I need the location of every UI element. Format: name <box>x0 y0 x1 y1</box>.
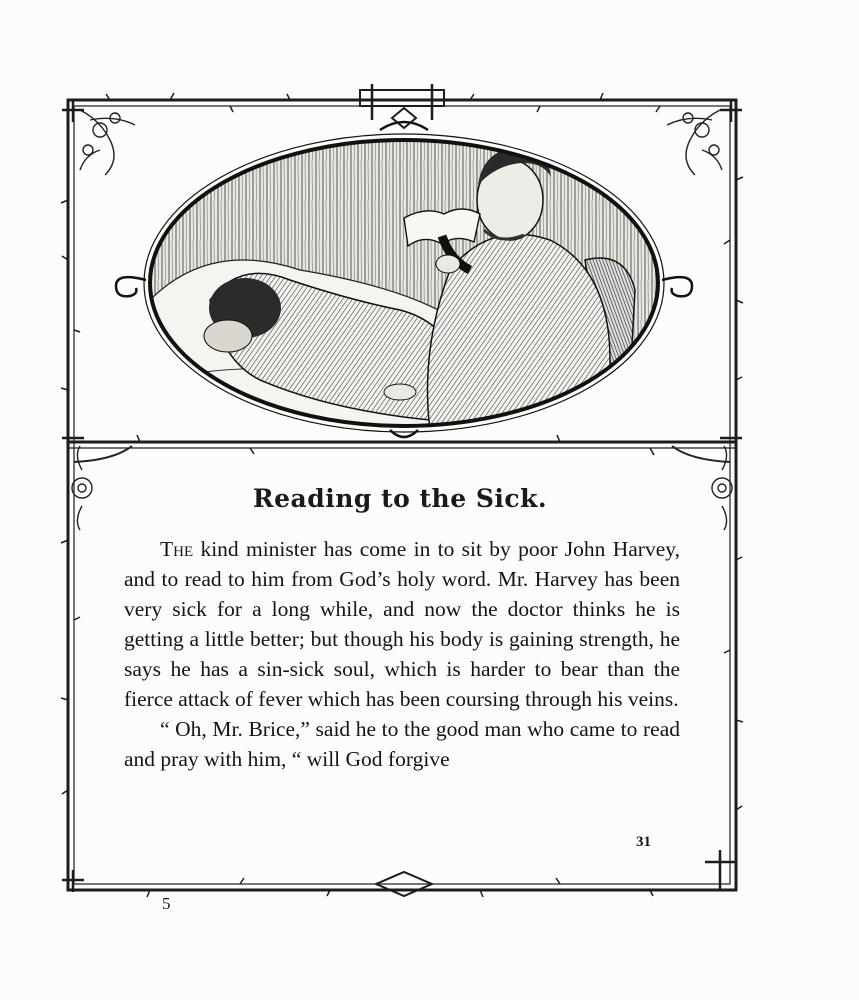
body-text <box>124 534 680 774</box>
paragraph-1 <box>124 534 680 714</box>
page-title: Reading to the Sick. <box>252 484 548 513</box>
paragraph-1-lead: The <box>160 537 194 561</box>
paragraph-2: “ Oh, Mr. Brice,” said he to the good man who came to read and pray with him, “ will God forgive <box>124 717 680 771</box>
signature-mark: 5 <box>162 894 171 913</box>
oval-illustration <box>116 122 692 440</box>
paragraph-1-text: kind minister has come in to sit by poor John Harvey, and to read to him from God’s holy word. Mr. Harvey has been very sick for a long while, and now the doctor thinks he is getting a little better; but though his body is gaining strength, he says he has a sin-sick soul, which is harder to bear than the fierce attack of fever which has been coursing through his veins. <box>124 537 680 711</box>
page-number: 31 <box>636 834 651 850</box>
